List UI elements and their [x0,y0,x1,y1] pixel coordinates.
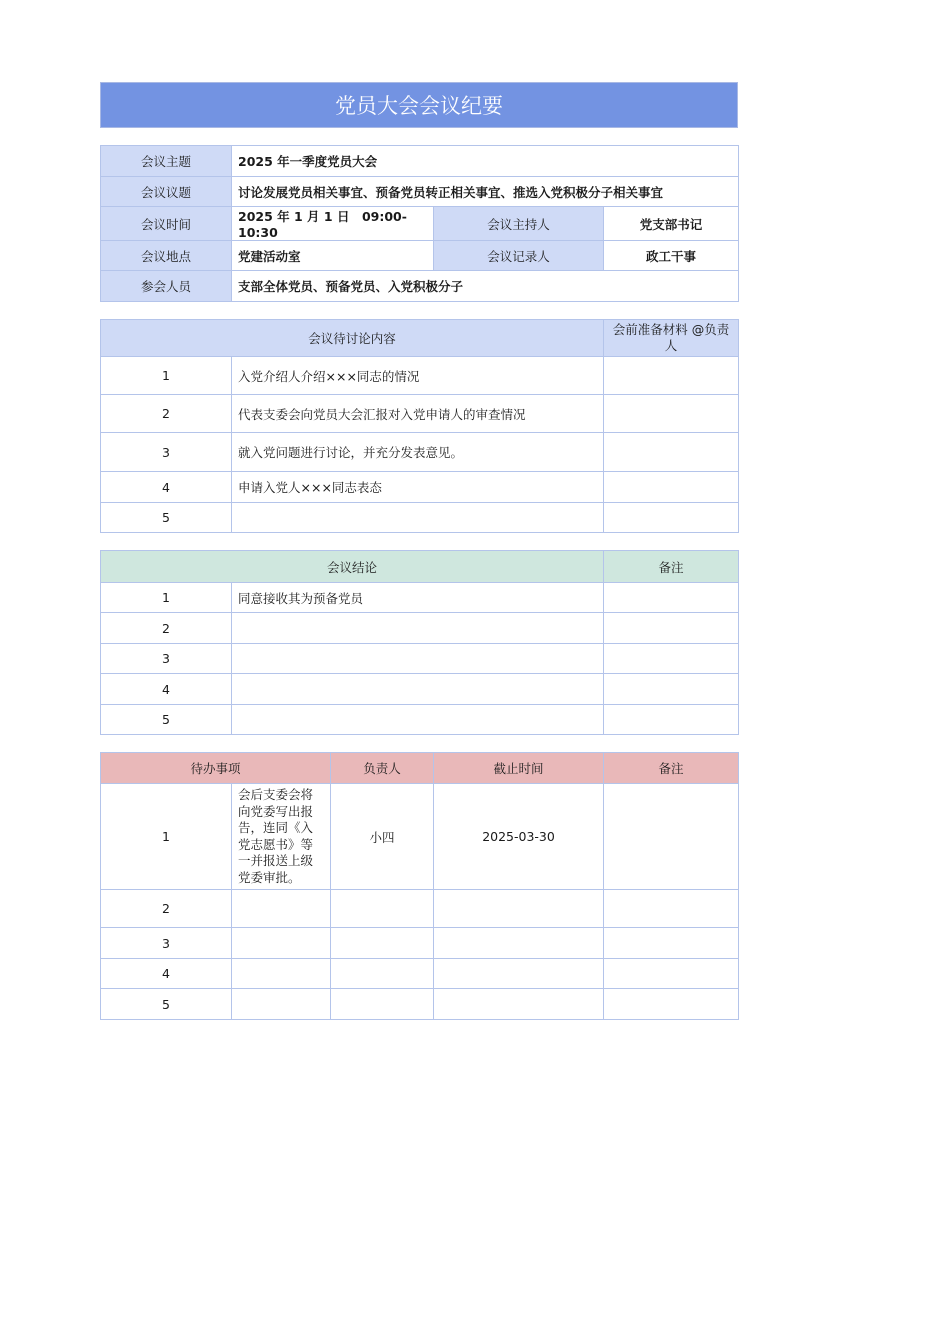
host-label: 会议主持人 [434,207,604,241]
place-label: 会议地点 [101,241,232,271]
conclusion-note [604,644,739,674]
time-label: 会议时间 [101,207,232,241]
agenda-label: 会议议题 [101,177,232,207]
conclusion-table [100,550,739,735]
table-row [101,433,739,472]
todo-item [232,928,331,959]
todo-header-item: 待办事项 [101,753,331,784]
todo-note [604,784,739,890]
todo-note [604,928,739,959]
table-row [101,472,739,503]
conclusion-content: 同意接收其为预备党员 [232,583,604,613]
row-number: 1 [101,357,232,395]
table-row [101,583,739,613]
row-number: 3 [101,644,232,674]
table-row [101,644,739,674]
todo-item: 会后支委会将向党委写出报告，连同《入党志愿书》等一并报送上级党委审批。 [232,784,331,890]
discussion-header-materials: 会前准备材料 @负责人 [604,320,739,357]
row-number: 4 [101,472,232,503]
agenda-value: 讨论发展党员相关事宜、预备党员转正相关事宜、推选入党积极分子相关事宜 [232,177,739,207]
row-number: 5 [101,989,232,1020]
attendees-label: 参会人员 [101,271,232,302]
todo-owner: 小四 [331,784,434,890]
discussion-materials [604,395,739,433]
row-number: 2 [101,613,232,644]
todo-item [232,959,331,989]
row-number: 5 [101,705,232,735]
topic-label: 会议主题 [101,146,232,177]
todo-owner [331,959,434,989]
table-row [101,890,739,928]
discussion-materials [604,503,739,533]
todo-deadline: 2025-03-30 [434,784,604,890]
row-number: 2 [101,890,232,928]
todo-note [604,890,739,928]
row-number: 3 [101,928,232,959]
conclusion-content [232,674,604,705]
table-row [101,395,739,433]
topic-value: 2025 年一季度党员大会 [232,146,739,177]
discussion-content: 入党介绍人介绍×××同志的情况 [232,357,604,395]
conclusion-header-note: 备注 [604,551,739,583]
row-number: 1 [101,784,232,890]
discussion-materials [604,433,739,472]
todo-header-owner: 负责人 [331,753,434,784]
discussion-content: 申请入党人×××同志表态 [232,472,604,503]
conclusion-content [232,613,604,644]
discussion-content: 代表支委会向党员大会汇报对入党申请人的审查情况 [232,395,604,433]
discussion-content: 就入党问题进行讨论，并充分发表意见。 [232,433,604,472]
recorder-label: 会议记录人 [434,241,604,271]
todo-item [232,989,331,1020]
todo-deadline [434,928,604,959]
todo-deadline [434,989,604,1020]
table-row [101,928,739,959]
row-number: 4 [101,674,232,705]
conclusion-note [604,674,739,705]
todo-header-note: 备注 [604,753,739,784]
meeting-minutes-sheet [100,82,738,1020]
row-number: 3 [101,433,232,472]
discussion-content [232,503,604,533]
todo-header-deadline: 截止时间 [434,753,604,784]
table-row [101,357,739,395]
todo-deadline [434,890,604,928]
place-value: 党建活动室 [232,241,434,271]
discussion-materials [604,357,739,395]
row-number: 5 [101,503,232,533]
todo-owner [331,890,434,928]
todo-deadline [434,959,604,989]
discussion-header-content: 会议待讨论内容 [101,320,604,357]
todo-owner [331,989,434,1020]
discussion-table [100,319,739,533]
table-row [101,674,739,705]
conclusion-note [604,583,739,613]
table-row [101,503,739,533]
recorder-value: 政工干事 [604,241,739,271]
table-row [101,959,739,989]
table-row [101,705,739,735]
table-row [101,784,739,890]
row-number: 1 [101,583,232,613]
conclusion-content [232,644,604,674]
todo-owner [331,928,434,959]
row-number: 4 [101,959,232,989]
conclusion-header-content: 会议结论 [101,551,604,583]
table-row [101,989,739,1020]
conclusion-note [604,613,739,644]
conclusion-content [232,705,604,735]
time-value: 2025 年 1 月 1 日 09:00-10:30 [232,207,434,241]
page-title: 党员大会会议纪要 [100,82,738,128]
conclusion-note [604,705,739,735]
attendees-value: 支部全体党员、预备党员、入党积极分子 [232,271,739,302]
meeting-info-table [100,145,739,302]
discussion-materials [604,472,739,503]
todo-note [604,959,739,989]
todo-note [604,989,739,1020]
todo-table [100,752,739,1020]
row-number: 2 [101,395,232,433]
table-row [101,613,739,644]
host-value: 党支部书记 [604,207,739,241]
todo-item [232,890,331,928]
